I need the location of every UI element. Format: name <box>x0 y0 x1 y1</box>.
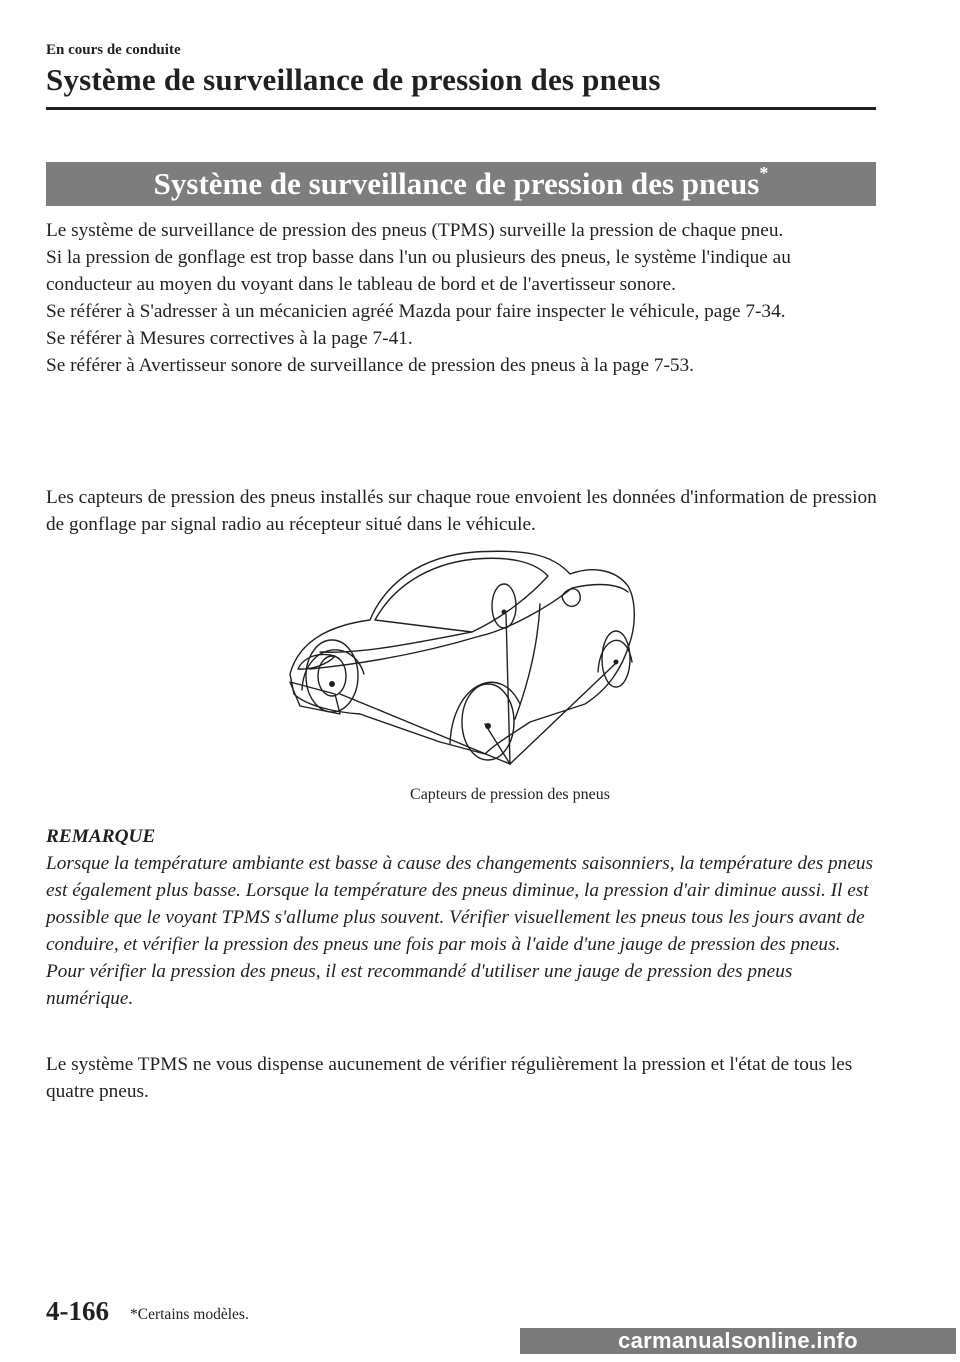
section-title <box>153 162 769 202</box>
section-title-text: Système de surveillance de pression des pneus <box>153 166 760 201</box>
sensor-text <box>46 484 881 538</box>
intro-paragraph: Se référer à S'adresser à un mécanicien agréé Mazda pour faire inspecter le véhicule, page 7-34. <box>46 301 786 322</box>
note-body: Lorsque la température ambiante est basse à cause des changements saisonniers, la température des pneus est également plus basse. Lorsque la température des pneus diminue, la pression d'air diminue aussi. Il est possible que le voyant TPMS s'allume plus souvent. Vérifier visuellement les pneus tous les jours avant de conduire, et vérifier la pression des pneus une fois par mois à l'aide d'une jauge de pression des pneus. Pour vérifier la pression des pneus, il est recommandé d'utiliser une jauge de pression des pneus numérique. <box>46 853 874 1009</box>
intro-paragraph: Le système de surveillance de pression des pneus (TPMS) surveille la pression de chaque pneu. <box>46 220 784 241</box>
running-title: Système de surveillance de pression des pneus <box>46 62 661 97</box>
section-title-marker: * <box>759 162 769 183</box>
car-illustration <box>280 544 640 784</box>
intro-text <box>46 217 881 379</box>
chapter-label: En cours de conduite <box>46 42 181 58</box>
watermark: carmanualsonline.info <box>520 1328 956 1354</box>
note-block <box>46 823 881 1012</box>
section-banner <box>46 162 876 206</box>
closing-paragraph: Le système TPMS ne vous dispense aucunement de vérifier régulièrement la pression et l'état de tous les quatre pneus. <box>46 1054 853 1102</box>
footnote: *Certains modèles. <box>130 1306 249 1323</box>
intro-paragraph: Si la pression de gonflage est trop basse dans l'un ou plusieurs des pneus, le système l'indique au conducteur au moyen du voyant dans le tableau de bord et de l'avertisseur sonore. <box>46 247 791 295</box>
page-number: 4-166 <box>46 1296 109 1326</box>
figure-caption: Capteurs de pression des pneus <box>410 786 610 803</box>
closing-text <box>46 1051 881 1105</box>
sensor-paragraph: Les capteurs de pression des pneus installés sur chaque roue envoient les données d'information de pression de gonflage par signal radio au récepteur situé dans le véhicule. <box>46 487 877 535</box>
intro-paragraph: Se référer à Avertisseur sonore de surveillance de pression des pneus à la page 7-53. <box>46 355 695 376</box>
intro-paragraph: Se référer à Mesures correctives à la page 7-41. <box>46 328 413 349</box>
note-heading: REMARQUE <box>46 826 156 847</box>
header-rule <box>46 107 876 110</box>
